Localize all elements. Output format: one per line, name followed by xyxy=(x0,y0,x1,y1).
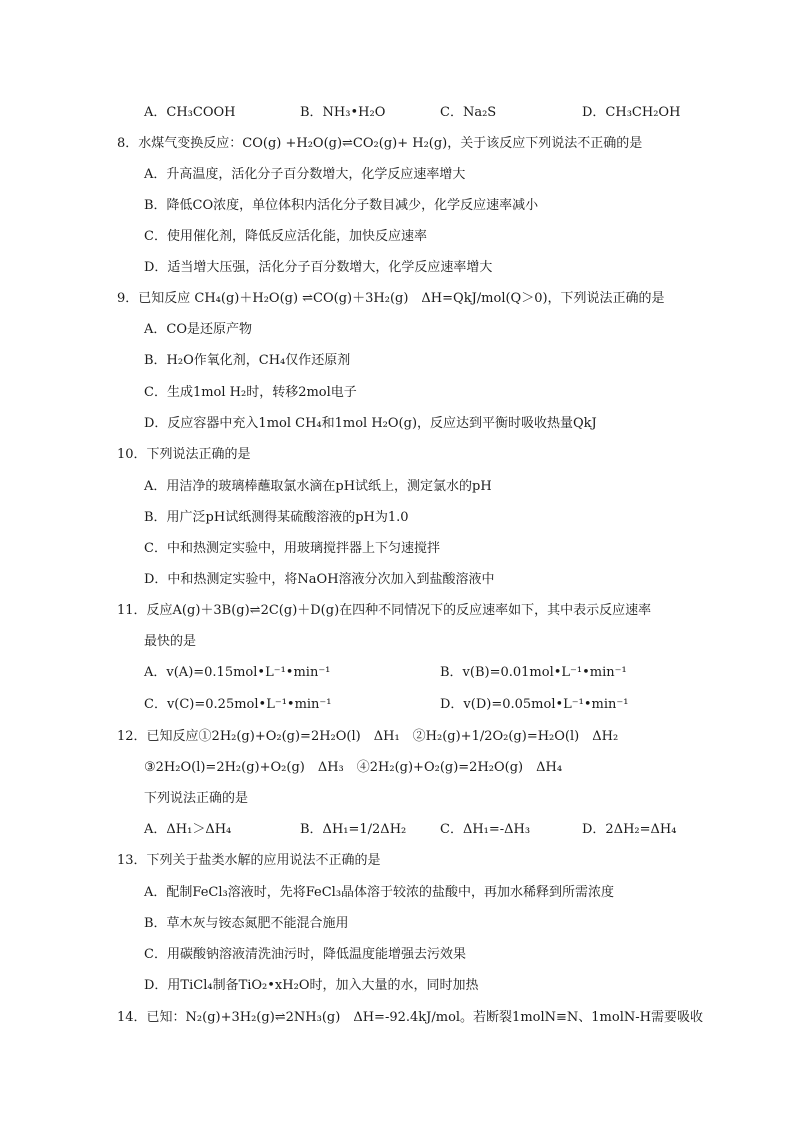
q7-option-b: B．NH₃•H₂O xyxy=(300,105,386,120)
q10-option-d: D．中和热测定实验中，将NaOH溶液分次加入到盐酸溶液中 xyxy=(144,572,495,587)
q7-option-d: D．CH₃CH₂OH xyxy=(582,105,681,120)
q12-option-c: C．ΔH₁=-ΔH₃ xyxy=(440,822,531,837)
q13-stem: 13．下列关于盐类水解的应用说法不正确的是 xyxy=(117,853,381,868)
q10-option-a: A．用洁净的玻璃棒蘸取氯水滴在pH试纸上，测定氯水的pH xyxy=(144,479,492,494)
q10-stem: 10．下列说法正确的是 xyxy=(117,447,251,462)
q13-option-c: C．用碳酸钠溶液清洗油污时，降低温度能增强去污效果 xyxy=(144,947,466,962)
q8-option-a: A．升高温度，活化分子百分数增大，化学反应速率增大 xyxy=(144,167,466,182)
q11-option-d: D．v(D)=0.05mol•L⁻¹•min⁻¹ xyxy=(440,697,629,712)
q11-option-c: C．v(C)=0.25mol•L⁻¹•min⁻¹ xyxy=(144,697,332,712)
q9-option-c: C．生成1mol H₂时，转移2mol电子 xyxy=(144,385,357,400)
q8-option-b: B．降低CO浓度，单位体积内活化分子数目减少，化学反应速率减小 xyxy=(144,198,539,213)
q8-stem: 8．水煤气变换反应：CO(g) +H₂O(g)⇌CO₂(g)+ H₂(g)，关于该反应下列说法不正确的是 xyxy=(117,136,643,151)
q11-stem: 11．反应A(g)＋3B(g)⇌2C(g)＋D(g)在四种不同情况下的反应速率如下，其中表示反应速率 xyxy=(117,603,652,618)
q12-option-a: A．ΔH₁＞ΔH₄ xyxy=(144,822,232,837)
q9-option-d: D．反应容器中充入1mol CH₄和1mol H₂O(g)，反应达到平衡时吸收热量QkJ xyxy=(144,416,597,431)
q7-option-c: C．Na₂S xyxy=(440,105,497,120)
q11-option-a: A．v(A)=0.15mol•L⁻¹•min⁻¹ xyxy=(144,665,331,680)
q8-option-c: C．使用催化剂，降低反应活化能，加快反应速率 xyxy=(144,229,427,244)
q11-option-b: B．v(B)=0.01mol•L⁻¹•min⁻¹ xyxy=(440,665,627,680)
q12-stem: 12．已知反应①2H₂(g)+O₂(g)=2H₂O(l) ΔH₁ ②H₂(g)+1/2O₂(g)=H₂O(l) ΔH₂ xyxy=(117,729,619,744)
q13-option-d: D．用TiCl₄制备TiO₂•xH₂O时，加入大量的水，同时加热 xyxy=(144,978,479,993)
q10-option-b: B．用广泛pH试纸测得某硫酸溶液的pH为1.0 xyxy=(144,510,409,525)
q11-stem-continued: 最快的是 xyxy=(144,634,197,649)
q12-option-b: B．ΔH₁=1/2ΔH₂ xyxy=(300,822,407,837)
q14-stem: 14．已知：N₂(g)+3H₂(g)⇌2NH₃(g) ΔH=-92.4kJ/mol。若断裂1molN≡N、1molN-H需要吸收 xyxy=(117,1010,703,1025)
q13-option-b: B．草木灰与铵态氮肥不能混合施用 xyxy=(144,916,349,931)
q9-stem: 9．已知反应 CH₄(g)＋H₂O(g) ⇌CO(g)＋3H₂(g) ΔH=QkJ/mol(Q＞0)，下列说法正确的是 xyxy=(117,291,665,306)
q9-option-b: B．H₂O作氧化剂，CH₄仅作还原剂 xyxy=(144,353,351,368)
q9-option-a: A．CO是还原产物 xyxy=(144,322,252,337)
q12-option-d: D．2ΔH₂=ΔH₄ xyxy=(582,822,677,837)
q12-stem-line2: ③2H₂O(l)=2H₂(g)+O₂(g) ΔH₃ ④2H₂(g)+O₂(g)=2H₂O(g) ΔH₄ xyxy=(144,760,563,775)
q10-option-c: C．中和热测定实验中，用玻璃搅拌器上下匀速搅拌 xyxy=(144,541,440,556)
q8-option-d: D．适当增大压强，活化分子百分数增大，化学反应速率增大 xyxy=(144,260,493,275)
q13-option-a: A．配制FeCl₃溶液时，先将FeCl₃晶体溶于较浓的盐酸中，再加水稀释到所需浓度 xyxy=(144,885,615,900)
q7-option-a: A．CH₃COOH xyxy=(144,105,236,120)
q12-stem-line3: 下列说法正确的是 xyxy=(144,791,249,806)
